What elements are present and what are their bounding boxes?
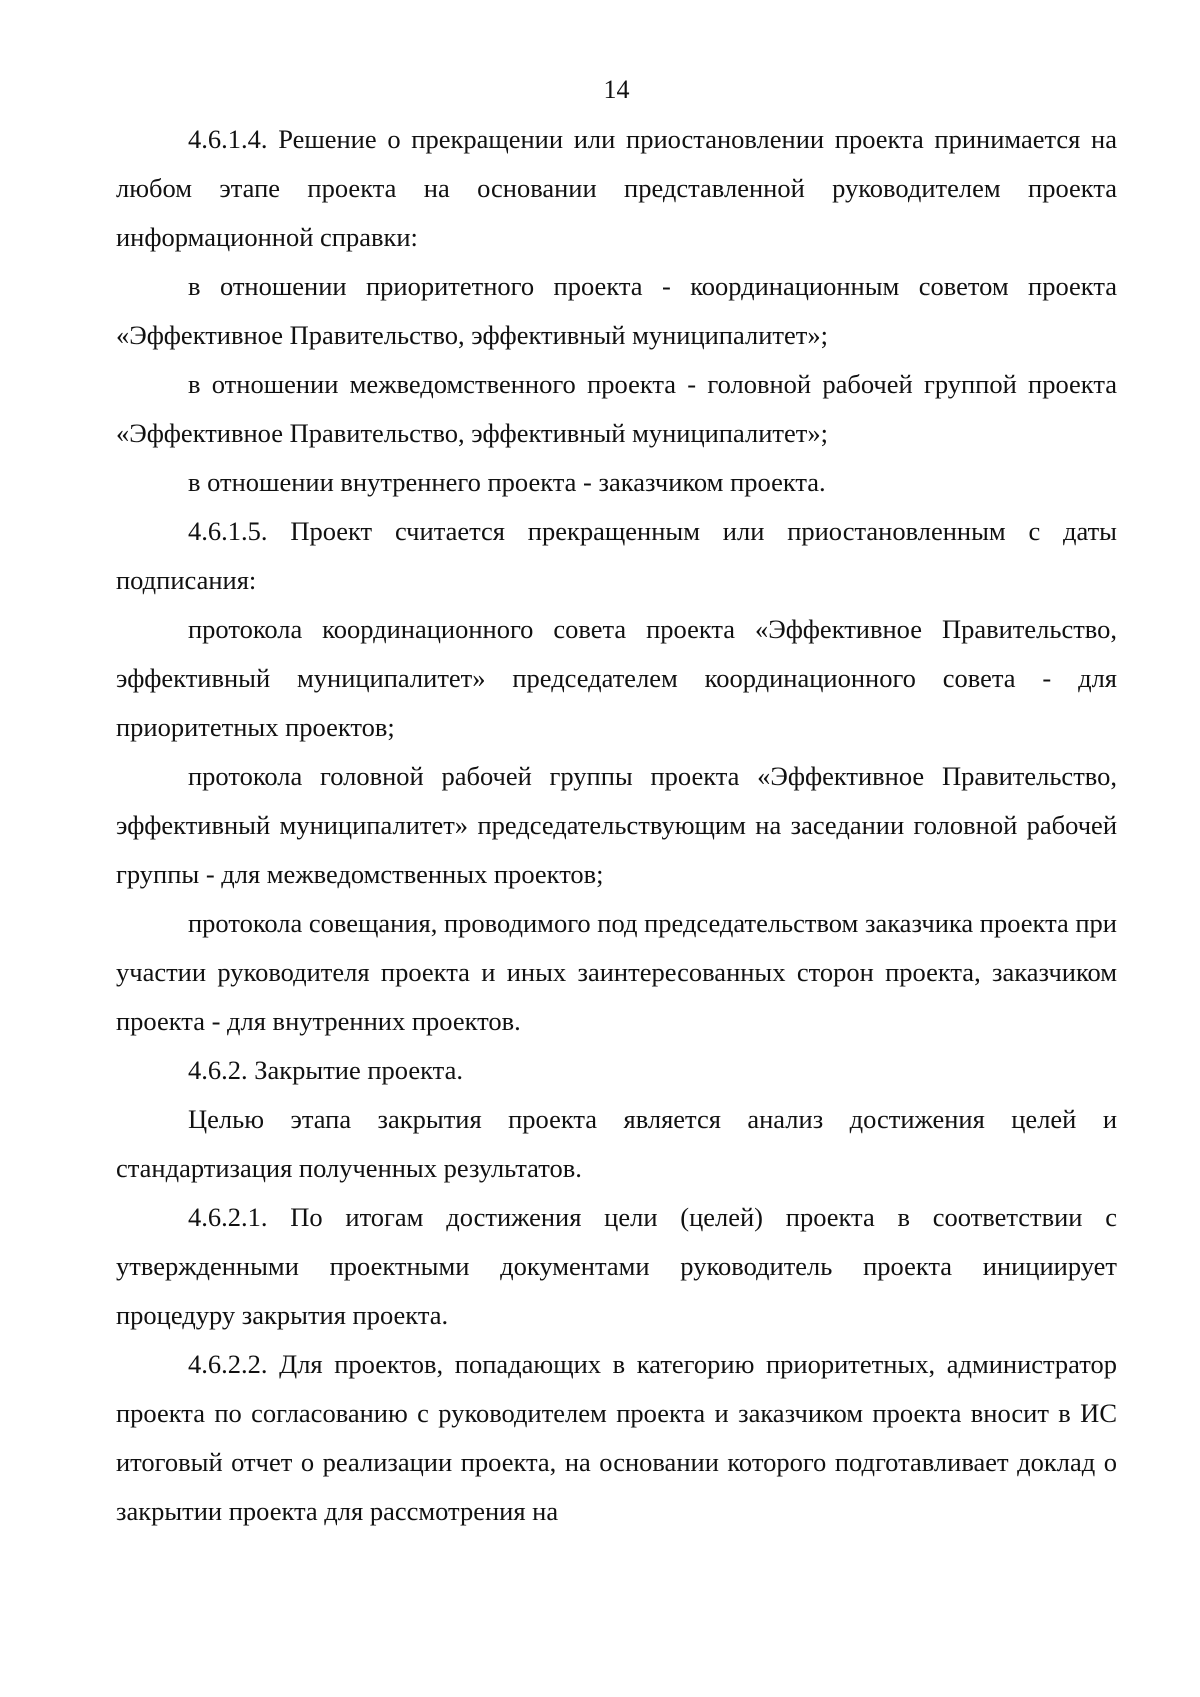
paragraph-meeting-protocol: протокола совещания, проводимого под председательством заказчика проекта при участии руководителя проекта и иных заинтересованных сторон проекта, заказчиком проекта - для внутренних проектов. bbox=[116, 908, 1117, 1036]
paragraph-interdepartmental-project: в отношении межведомственного проекта - головной рабочей группой проекта «Эффективное Правительство, эффективный муниципалитет»; bbox=[116, 369, 1117, 448]
paragraph-working-group-protocol: протокола головной рабочей группы проекта «Эффективное Правительство, эффективный муниципалитет» председательствующим на заседании головной рабочей группы - для межведомственных проектов; bbox=[116, 761, 1117, 889]
paragraph-4-6-1-4: 4.6.1.4. Решение о прекращении или приостановлении проекта принимается на любом этапе проекта на основании представленной руководителем проекта информационной справки: bbox=[116, 124, 1117, 252]
document-body bbox=[116, 115, 1117, 1536]
paragraph-priority-project: в отношении приоритетного проекта - координационным советом проекта «Эффективное Правительство, эффективный муниципалитет»; bbox=[116, 271, 1117, 350]
paragraph-closure-goal: Целью этапа закрытия проекта является анализ достижения целей и стандартизация полученных результатов. bbox=[116, 1104, 1117, 1183]
paragraph-4-6-2-1: 4.6.2.1. По итогам достижения цели (целей) проекта в соответствии с утвержденными проектными документами руководитель проекта инициирует процедуру закрытия проекта. bbox=[116, 1202, 1117, 1330]
paragraph-4-6-2-2: 4.6.2.2. Для проектов, попадающих в категорию приоритетных, администратор проекта по согласованию с руководителем проекта и заказчиком проекта вносит в ИС итоговый отчет о реализации проекта, на основании которого подготавливает доклад о закрытии проекта для рассмотрения на bbox=[116, 1349, 1117, 1526]
paragraph-4-6-1-5: 4.6.1.5. Проект считается прекращенным или приостановленным с даты подписания: bbox=[116, 516, 1117, 595]
page-number: 14 bbox=[603, 75, 630, 104]
paragraph-coordination-council-protocol: протокола координационного совета проекта «Эффективное Правительство, эффективный муниципалитет» председателем координационного совета - для приоритетных проектов; bbox=[116, 614, 1117, 742]
paragraph-4-6-2: 4.6.2. Закрытие проекта. bbox=[188, 1055, 463, 1085]
paragraph-internal-project: в отношении внутреннего проекта - заказчиком проекта. bbox=[188, 467, 826, 497]
